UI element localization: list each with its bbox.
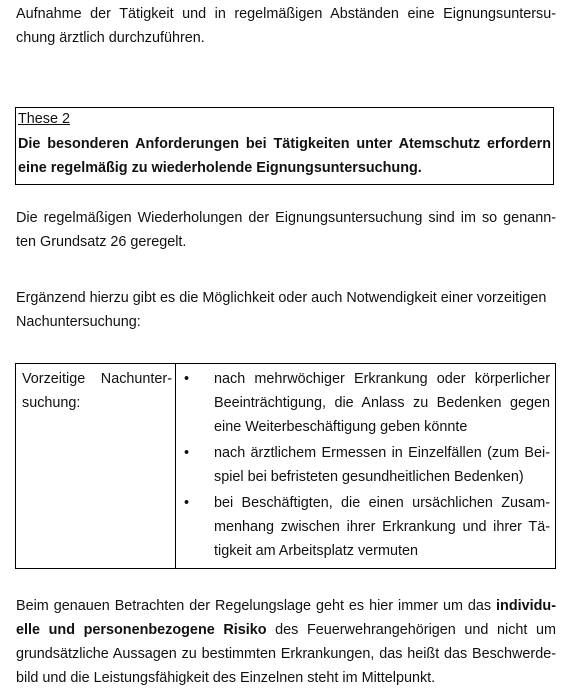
bullet-icon: •: [184, 445, 190, 461]
list-item-line: Beeinträchtigung, die Anlass zu Bedenken gegen: [214, 395, 550, 411]
thesis-box: [15, 107, 554, 185]
list-item-line: eine Weiterbeschäftigung geben könnte: [214, 419, 468, 435]
table-label-line-2: suchung:: [22, 395, 81, 411]
paragraph4-line-1: [16, 594, 556, 618]
thesis-line-2: eine regelmäßig zu wiederholende Eignungsuntersuchung.: [18, 160, 422, 176]
intro-paragraph: [16, 2, 556, 50]
paragraph4-line-3: grundsätzliche Aussagen zu bestimmten Erkrankungen, das heißt das Beschwerde-: [16, 646, 556, 662]
paragraph-nachuntersuchung: [16, 286, 556, 334]
list-item-line: menhang zwischen ihrer Erkrankung und ihrer Tä-: [214, 519, 550, 535]
paragraph2-line-2: ten Grundsatz 26 geregelt.: [16, 234, 187, 250]
thesis-statement: [18, 132, 551, 180]
paragraph4-line-4: bild und die Leistungsfähigkeit des Einzelnen steht im Mittelpunkt.: [16, 670, 436, 686]
intro-line-2: chung ärztlich durchzuführen.: [16, 30, 205, 46]
paragraph-risk: [16, 594, 556, 690]
paragraph4-line-2-text: des Feuerwehrangehörigen und nicht um: [275, 622, 556, 638]
emphasis-text: elle und personenbezogene Risiko: [16, 622, 267, 638]
thesis-title: These 2: [18, 111, 70, 127]
paragraph4-line-1-text: Beim genauen Betrachten der Regelungslage geht es hier immer um das: [16, 598, 492, 614]
table-column-divider: [175, 364, 176, 568]
intro-line-1: Aufnahme der Tätigkeit und in regelmäßigen Abständen eine Eignungsuntersu-: [16, 6, 556, 22]
list-item-line: spiel bei befristeten gesundheitlichen Bedenken): [214, 469, 524, 485]
table-label-line-1: Vorzeitige Nachunter-: [22, 371, 172, 387]
paragraph3-line-1: Ergänzend hierzu gibt es die Möglichkeit oder auch Notwendigkeit einer vorzeitigen: [16, 290, 547, 306]
list-item-line: bei Beschäftigten, die einen ursächlichen Zusam-: [214, 495, 550, 511]
bullet-icon: •: [184, 371, 190, 387]
early-examination-table: [15, 363, 556, 569]
table-label-cell: [22, 367, 172, 415]
list-item-line: nach mehrwöchiger Erkrankung oder körperlicher: [214, 371, 550, 387]
paragraph2-line-1: Die regelmäßigen Wiederholungen der Eignungsuntersuchung sind im so genann-: [16, 210, 556, 226]
emphasis-text: individu-: [496, 598, 556, 614]
list-item-line: tigkeit am Arbeitsplatz vermuten: [214, 543, 418, 559]
paragraph4-line-2: [16, 618, 556, 642]
thesis-line-1: Die besonderen Anforderungen bei Tätigkeiten unter Atemschutz erfordern: [18, 136, 551, 152]
bullet-icon: •: [184, 495, 190, 511]
list-item-line: nach ärztlichem Ermessen in Einzelfällen (zum Bei-: [214, 445, 550, 461]
paragraph3-line-2: Nachuntersuchung:: [16, 314, 141, 330]
paragraph-grundsatz: [16, 206, 556, 254]
